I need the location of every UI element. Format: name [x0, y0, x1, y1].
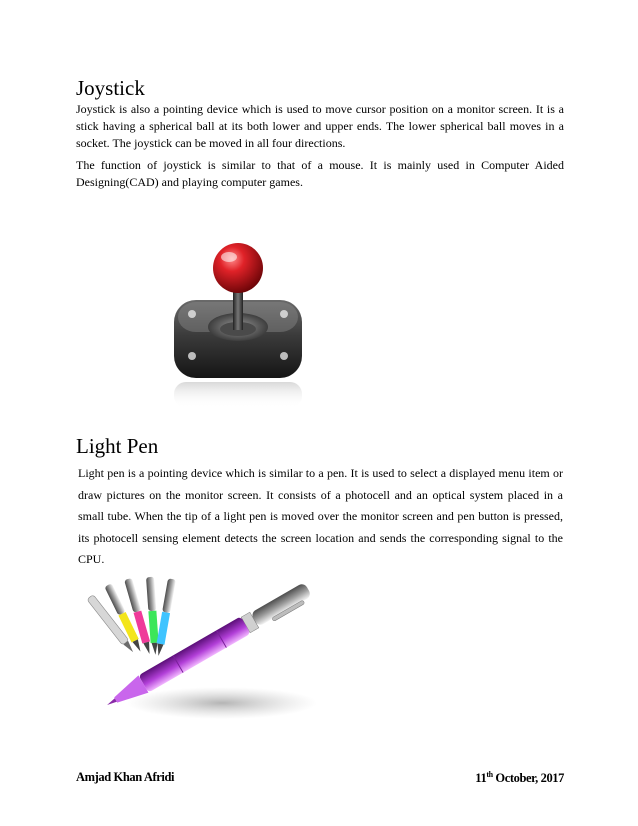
light-pen-paragraph: Light pen is a pointing device which is similar to a pen. It is used to select a displayed menu item or draw pictures on the monitor screen. It consists of a photocell and an optical system placed in a small tube. When the tip of a light pen is moved over the monitor screen and pen button is pressed, its photocell sensing element detects the screen location and sends the corresponding signal to the CPU. [78, 466, 563, 566]
light-pen-heading: Light Pen [76, 434, 159, 458]
joystick-paragraph-2: The function of joystick is similar to that of a mouse. It is mainly used in Computer Aided Designing(CAD) and playing computer games. [76, 158, 564, 189]
footer-date-rest: October, 2017 [492, 771, 564, 785]
footer-date [475, 770, 564, 786]
small-pens-group [87, 577, 176, 657]
joystick-paragraph-1: Joystick is also a pointing device which is used to move cursor position on a monitor screen. It is a stick having a spherical ball at its both lower and upper ends. The lower spherical ball moves in a socket. The joystick can be moved in all four directions. [76, 102, 564, 150]
page-footer [76, 770, 566, 788]
footer-date-day: 11 [475, 771, 487, 785]
footer-date-suffix: th [486, 770, 493, 779]
joystick-heading: Joystick [76, 76, 145, 100]
joystick-image [168, 232, 308, 412]
footer-author: Amjad Khan Afridi [76, 770, 175, 784]
light-pen-image [72, 567, 324, 735]
